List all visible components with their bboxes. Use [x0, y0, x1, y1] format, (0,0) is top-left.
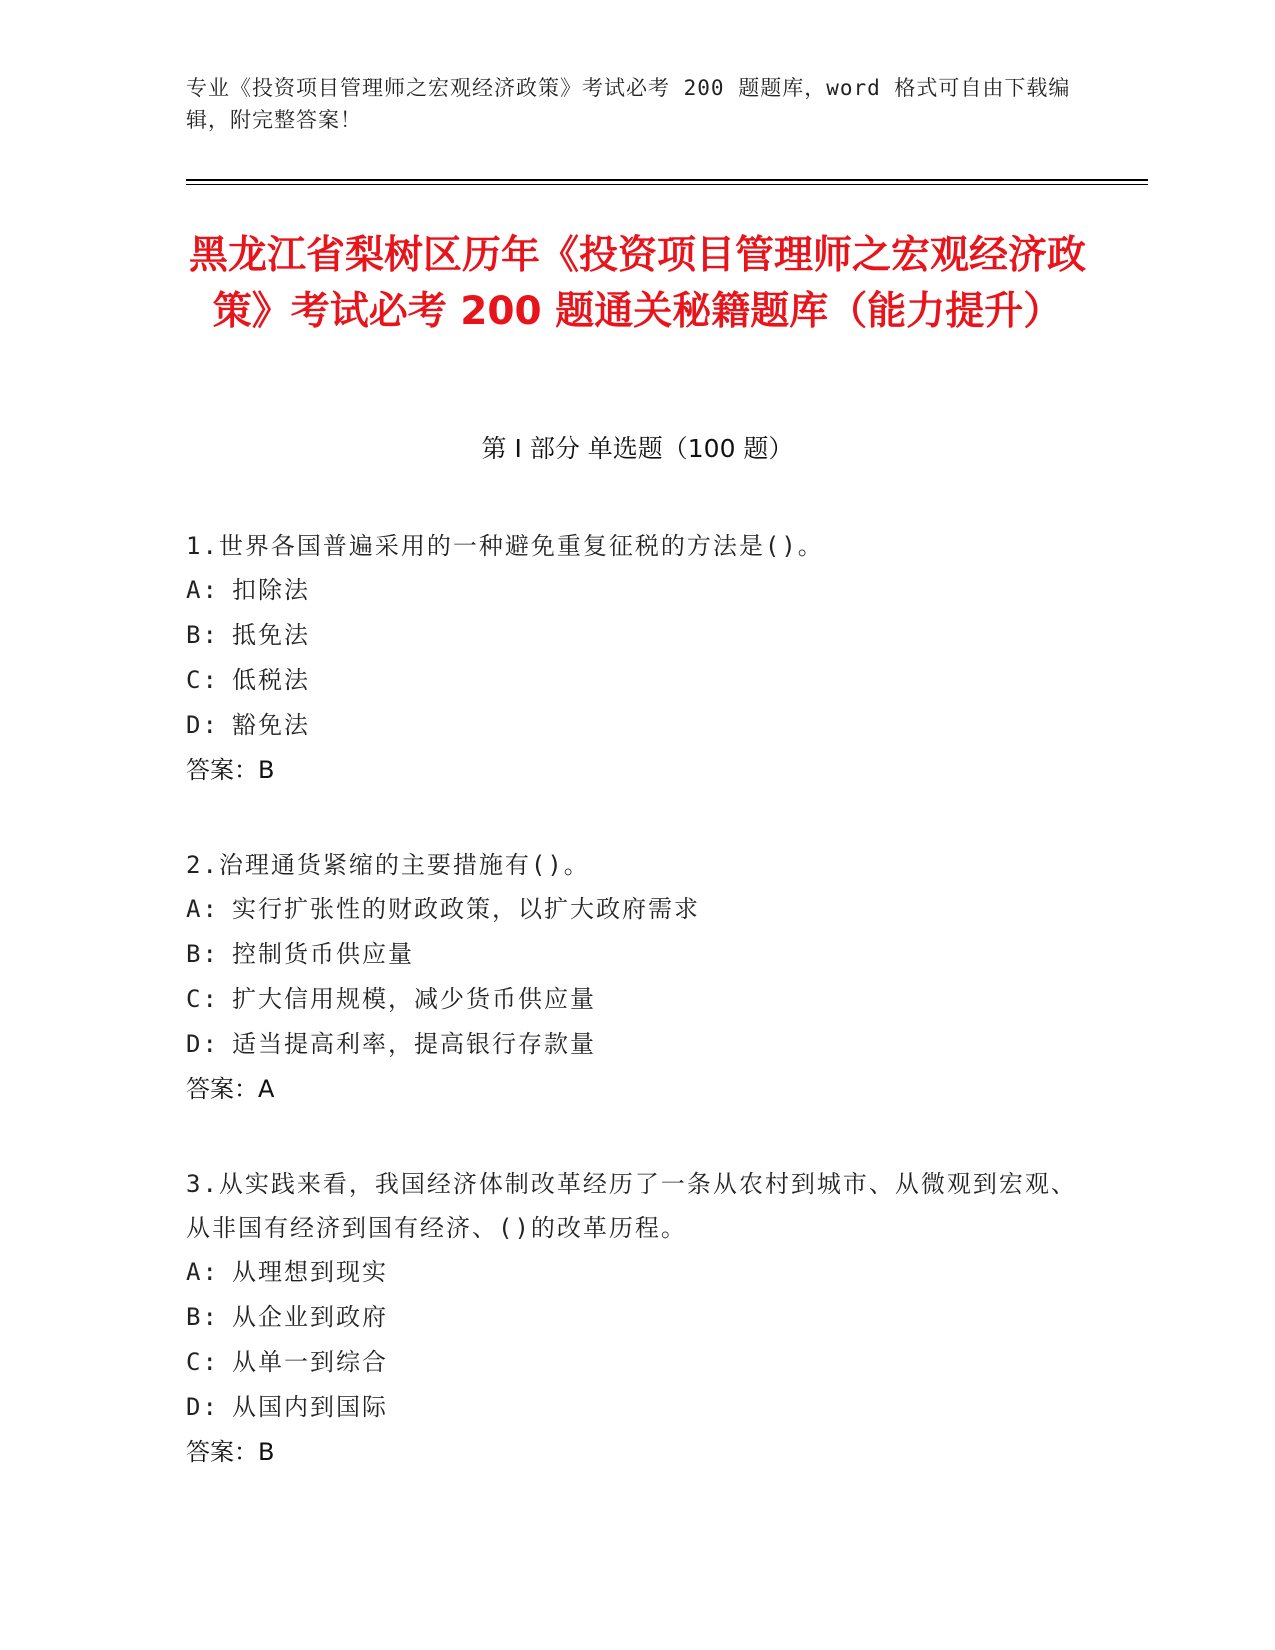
- option-key: D:: [186, 711, 219, 739]
- option-key: D:: [186, 1030, 219, 1058]
- option-text: 实行扩张性的财政政策，以扩大政府需求: [232, 895, 700, 923]
- option-d: [186, 703, 1086, 748]
- option-a: [186, 887, 1086, 932]
- option-c: [186, 658, 1086, 703]
- question-stem: 3.从实践来看，我国经济体制改革经历了一条从农村到城市、从微观到宏观、从非国有经济到国有经济、()的改革历程。: [186, 1170, 1077, 1242]
- option-b: [186, 613, 1086, 658]
- answer-line: 答案：B: [186, 1438, 275, 1466]
- option-key: B:: [186, 940, 219, 968]
- answer-line: 答案：A: [186, 1075, 275, 1103]
- option-a: [186, 1250, 1086, 1295]
- option-text: 控制货币供应量: [232, 940, 414, 968]
- option-text: 适当提高利率，提高银行存款量: [232, 1030, 596, 1058]
- option-key: C:: [186, 985, 219, 1013]
- option-c: [186, 977, 1086, 1022]
- header-rule-thin: [186, 184, 1148, 185]
- option-text: 从企业到政府: [232, 1303, 388, 1331]
- option-b: [186, 932, 1086, 977]
- question-stem: 1.世界各国普遍采用的一种避免重复征税的方法是()。: [186, 532, 824, 560]
- option-key: B:: [186, 1303, 219, 1331]
- option-text: 豁免法: [232, 711, 310, 739]
- option-key: C:: [186, 666, 219, 694]
- option-b: [186, 1295, 1086, 1340]
- option-text: 从国内到国际: [232, 1393, 388, 1421]
- option-key: A:: [186, 576, 219, 604]
- option-key: D:: [186, 1393, 219, 1421]
- document-title: 黑龙江省梨树区历年《投资项目管理师之宏观经济政策》考试必考 200 题通关秘籍题库（能力提升）: [188, 233, 1086, 334]
- option-text: 扩大信用规模，减少货币供应量: [232, 985, 596, 1013]
- option-text: 低税法: [232, 666, 310, 694]
- question-stem: 2.治理通货紧缩的主要措施有()。: [186, 851, 590, 879]
- option-key: A:: [186, 895, 219, 923]
- answer-line: 答案：B: [186, 756, 275, 784]
- option-a: [186, 568, 1086, 613]
- option-text: 抵免法: [232, 621, 310, 649]
- option-d: [186, 1022, 1086, 1067]
- option-key: C:: [186, 1348, 219, 1376]
- option-c: [186, 1340, 1086, 1385]
- header-rule-thick: [186, 179, 1148, 181]
- option-key: B:: [186, 621, 219, 649]
- section-heading: 第 I 部分 单选题（100 题）: [481, 434, 794, 463]
- header-note: 专业《投资项目管理师之宏观经济政策》考试必考 200 题题库，word 格式可自由下载编辑，附完整答案！: [186, 76, 1071, 132]
- question-block: [186, 524, 1086, 793]
- option-text: 扣除法: [232, 576, 310, 604]
- option-key: A:: [186, 1258, 219, 1286]
- option-text: 从单一到综合: [232, 1348, 388, 1376]
- option-text: 从理想到现实: [232, 1258, 388, 1286]
- option-d: [186, 1385, 1086, 1430]
- question-block: [186, 843, 1086, 1112]
- question-block: [186, 1162, 1086, 1475]
